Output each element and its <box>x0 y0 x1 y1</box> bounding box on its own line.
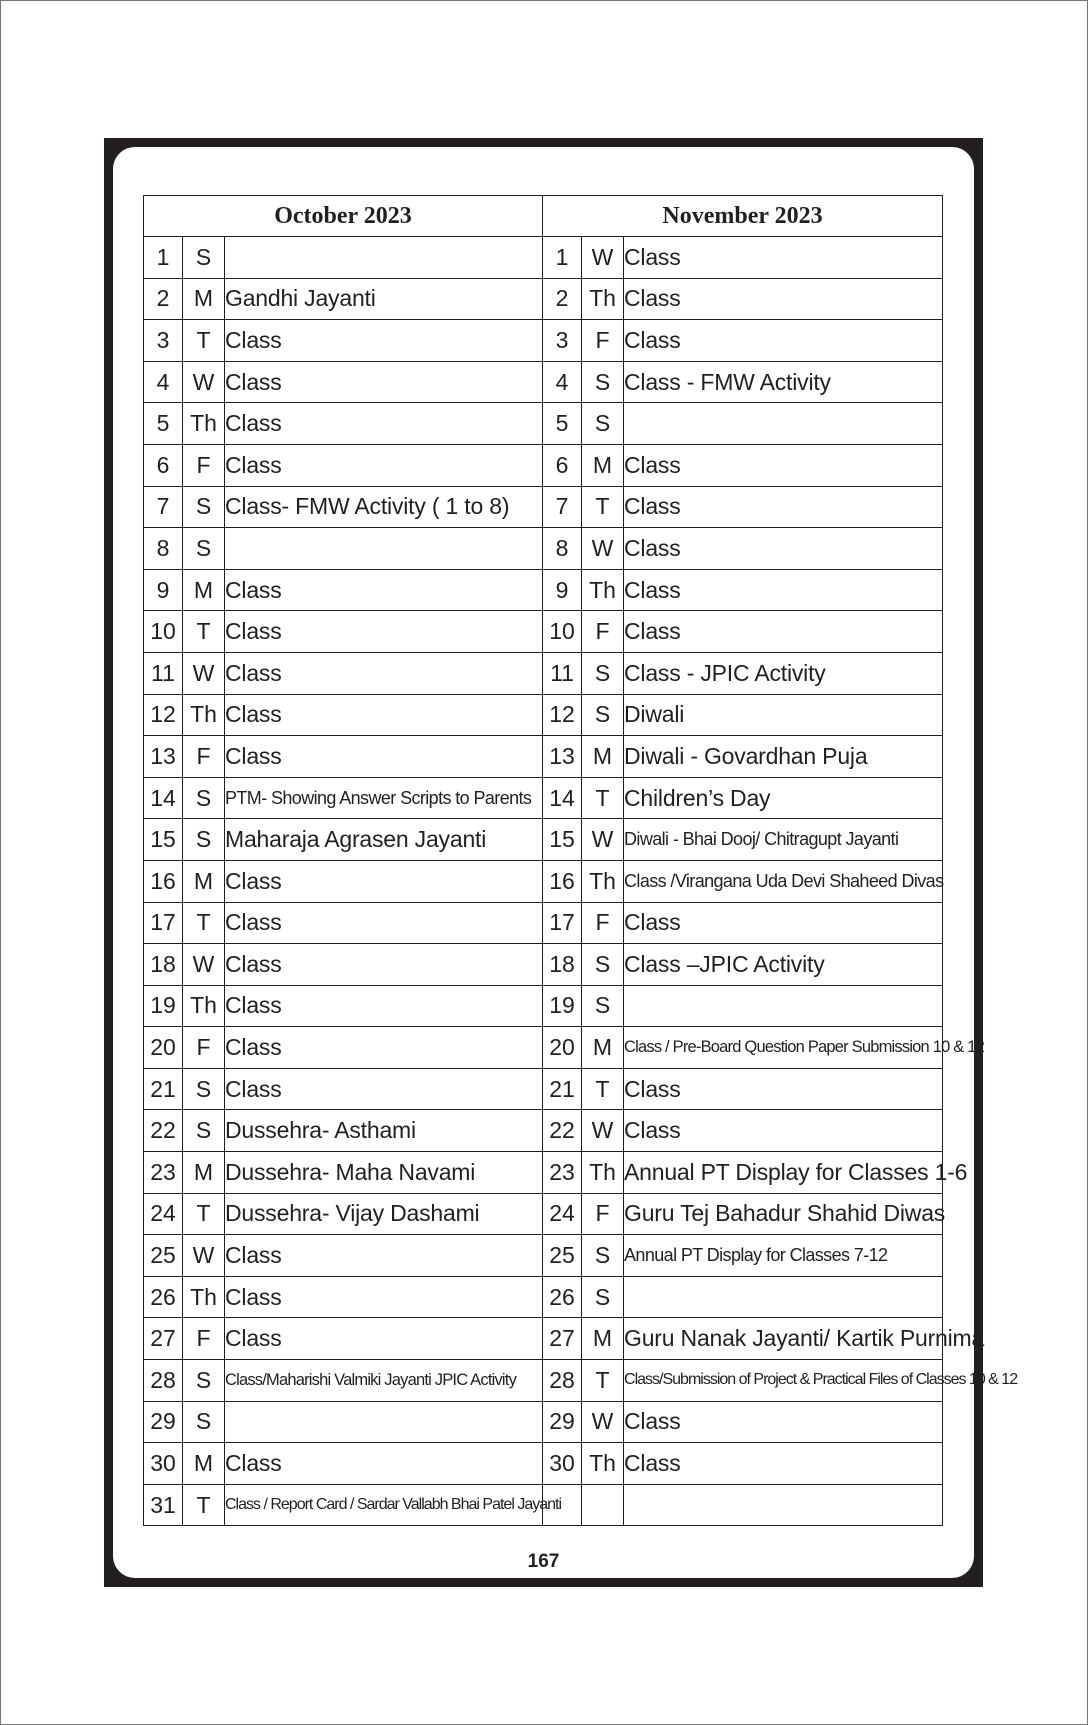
november-weekday: F <box>582 320 624 362</box>
november-date: 16 <box>543 860 582 902</box>
november-weekday: S <box>582 403 624 445</box>
calendar-row <box>144 528 943 570</box>
calendar-row <box>144 1027 943 1069</box>
october-event: Maharaja Agrasen Jayanti <box>225 819 543 861</box>
november-date: 4 <box>543 361 582 403</box>
november-event: Class <box>624 611 943 653</box>
november-title: November 2023 <box>543 196 943 237</box>
november-weekday: M <box>582 1027 624 1069</box>
november-weekday: W <box>582 237 624 279</box>
october-weekday: W <box>183 944 225 986</box>
november-event: Guru Tej Bahadur Shahid Diwas <box>624 1193 943 1235</box>
october-weekday: F <box>183 1318 225 1360</box>
october-event: Class <box>225 320 543 362</box>
calendar-row <box>144 237 943 279</box>
november-date: 7 <box>543 486 582 528</box>
november-date: 23 <box>543 1152 582 1194</box>
october-weekday: S <box>183 777 225 819</box>
november-event: Class/Submission of Project & Practical Files of Classes 10 & 12 <box>624 1360 943 1402</box>
october-event: Class <box>225 736 543 778</box>
october-event: Class <box>225 694 543 736</box>
october-date: 23 <box>144 1152 183 1194</box>
calendar-row <box>144 1484 943 1526</box>
november-date: 25 <box>543 1235 582 1277</box>
november-event: Annual PT Display for Classes 7-12 <box>624 1235 943 1277</box>
november-date: 18 <box>543 944 582 986</box>
calendar-row <box>144 1360 943 1402</box>
october-date: 29 <box>144 1401 183 1443</box>
november-event: Class - FMW Activity <box>624 361 943 403</box>
november-date: 9 <box>543 569 582 611</box>
calendar-row <box>144 1235 943 1277</box>
november-event: Class <box>624 528 943 570</box>
november-weekday: F <box>582 611 624 653</box>
october-event: Class <box>225 944 543 986</box>
november-event: Class <box>624 902 943 944</box>
november-weekday: S <box>582 652 624 694</box>
calendar-header-row <box>144 196 943 237</box>
calendar-row <box>144 902 943 944</box>
november-weekday: S <box>582 694 624 736</box>
october-event <box>225 1401 543 1443</box>
calendar-row <box>144 694 943 736</box>
calendar-row <box>144 361 943 403</box>
october-weekday: F <box>183 444 225 486</box>
october-weekday: Th <box>183 1276 225 1318</box>
november-date: 19 <box>543 985 582 1027</box>
october-date: 19 <box>144 985 183 1027</box>
november-event: Diwali - Govardhan Puja <box>624 736 943 778</box>
october-weekday: W <box>183 652 225 694</box>
november-date: 24 <box>543 1193 582 1235</box>
november-weekday: T <box>582 1068 624 1110</box>
october-date: 18 <box>144 944 183 986</box>
october-event: Class <box>225 444 543 486</box>
october-date: 14 <box>144 777 183 819</box>
november-event: Class <box>624 320 943 362</box>
november-date: 1 <box>543 237 582 279</box>
november-weekday: Th <box>582 1152 624 1194</box>
october-event: Class <box>225 1068 543 1110</box>
calendar-row <box>144 403 943 445</box>
november-date: 13 <box>543 736 582 778</box>
november-event: Diwali <box>624 694 943 736</box>
october-weekday: F <box>183 736 225 778</box>
november-date: 30 <box>543 1443 582 1485</box>
october-event <box>225 237 543 279</box>
november-date: 8 <box>543 528 582 570</box>
october-weekday: Th <box>183 403 225 445</box>
november-event: Class <box>624 444 943 486</box>
october-weekday: T <box>183 1193 225 1235</box>
october-weekday: Th <box>183 985 225 1027</box>
october-event: Class <box>225 403 543 445</box>
october-weekday: S <box>183 819 225 861</box>
november-event <box>624 985 943 1027</box>
november-weekday: W <box>582 1401 624 1443</box>
october-event: Class <box>225 1027 543 1069</box>
october-date: 13 <box>144 736 183 778</box>
october-weekday: T <box>183 902 225 944</box>
november-date: 20 <box>543 1027 582 1069</box>
november-date: 12 <box>543 694 582 736</box>
calendar-row <box>144 486 943 528</box>
october-weekday: M <box>183 860 225 902</box>
calendar-row <box>144 1318 943 1360</box>
october-weekday: S <box>183 528 225 570</box>
november-event: Class <box>624 1110 943 1152</box>
calendar-row <box>144 652 943 694</box>
calendar-row <box>144 1110 943 1152</box>
november-date: 14 <box>543 777 582 819</box>
calendar-row <box>144 1401 943 1443</box>
november-date: 2 <box>543 278 582 320</box>
october-date: 24 <box>144 1193 183 1235</box>
october-weekday: S <box>183 1110 225 1152</box>
october-date: 2 <box>144 278 183 320</box>
october-weekday: M <box>183 1443 225 1485</box>
october-weekday: M <box>183 1152 225 1194</box>
calendar-row <box>144 278 943 320</box>
november-event: Class / Pre-Board Question Paper Submission 10 & 12 <box>624 1027 943 1069</box>
november-event: Class <box>624 1401 943 1443</box>
november-weekday: T <box>582 1360 624 1402</box>
november-date: 27 <box>543 1318 582 1360</box>
calendar-row <box>144 985 943 1027</box>
october-date: 16 <box>144 860 183 902</box>
october-event: Dussehra- Vijay Dashami <box>225 1193 543 1235</box>
page-frame <box>104 138 1018 1587</box>
november-weekday: W <box>582 819 624 861</box>
october-weekday: M <box>183 569 225 611</box>
october-date: 12 <box>144 694 183 736</box>
october-weekday: S <box>183 237 225 279</box>
november-weekday: S <box>582 985 624 1027</box>
calendar-row <box>144 1443 943 1485</box>
calendar-row <box>144 611 943 653</box>
october-weekday: W <box>183 361 225 403</box>
november-weekday: W <box>582 1110 624 1152</box>
november-event: Diwali - Bhai Dooj/ Chitragupt Jayanti <box>624 819 943 861</box>
november-event: Annual PT Display for Classes 1-6 <box>624 1152 943 1194</box>
november-event: Class <box>624 1443 943 1485</box>
november-date: 11 <box>543 652 582 694</box>
november-event: Class <box>624 486 943 528</box>
october-event: Class / Report Card / Sardar Vallabh Bhai Patel Jayanti <box>225 1484 543 1526</box>
october-date: 6 <box>144 444 183 486</box>
november-event: Children’s Day <box>624 777 943 819</box>
october-weekday: S <box>183 1401 225 1443</box>
november-event: Class <box>624 569 943 611</box>
october-date: 27 <box>144 1318 183 1360</box>
november-weekday: F <box>582 1193 624 1235</box>
november-weekday-empty <box>582 1484 624 1526</box>
october-date: 22 <box>144 1110 183 1152</box>
november-date: 21 <box>543 1068 582 1110</box>
october-date: 30 <box>144 1443 183 1485</box>
october-weekday: S <box>183 486 225 528</box>
october-date: 15 <box>144 819 183 861</box>
calendar-row <box>144 320 943 362</box>
october-weekday: T <box>183 611 225 653</box>
november-weekday: M <box>582 1318 624 1360</box>
october-weekday: T <box>183 1484 225 1526</box>
october-event: Class <box>225 860 543 902</box>
october-event: Gandhi Jayanti <box>225 278 543 320</box>
october-date: 7 <box>144 486 183 528</box>
november-date: 5 <box>543 403 582 445</box>
november-date: 28 <box>543 1360 582 1402</box>
november-weekday: T <box>582 486 624 528</box>
october-date: 1 <box>144 237 183 279</box>
october-event: Class <box>225 1443 543 1485</box>
october-event: Dussehra- Maha Navami <box>225 1152 543 1194</box>
november-date: 29 <box>543 1401 582 1443</box>
november-date: 6 <box>543 444 582 486</box>
november-date: 17 <box>543 902 582 944</box>
october-event: Class <box>225 611 543 653</box>
calendar-row <box>144 1152 943 1194</box>
november-weekday: S <box>582 1276 624 1318</box>
october-weekday: S <box>183 1360 225 1402</box>
november-event: Class <box>624 1068 943 1110</box>
calendar-row <box>144 444 943 486</box>
october-event: Class <box>225 652 543 694</box>
calendar-row <box>144 736 943 778</box>
page-number: 167 <box>527 1551 560 1572</box>
october-date: 8 <box>144 528 183 570</box>
october-title: October 2023 <box>144 196 543 237</box>
november-weekday: T <box>582 777 624 819</box>
november-weekday: Th <box>582 860 624 902</box>
october-date: 3 <box>144 320 183 362</box>
october-event: Class/Maharishi Valmiki Jayanti JPIC Activity <box>225 1360 543 1402</box>
november-weekday: S <box>582 361 624 403</box>
november-event: Class <box>624 278 943 320</box>
november-event-empty <box>624 1484 943 1526</box>
november-weekday: M <box>582 736 624 778</box>
calendar-row <box>144 569 943 611</box>
november-event: Class - JPIC Activity <box>624 652 943 694</box>
october-event: PTM- Showing Answer Scripts to Parents <box>225 777 543 819</box>
calendar-row <box>144 777 943 819</box>
october-event: Class <box>225 985 543 1027</box>
november-event <box>624 1276 943 1318</box>
november-date: 3 <box>543 320 582 362</box>
october-weekday: T <box>183 320 225 362</box>
october-event: Class <box>225 569 543 611</box>
november-event <box>624 403 943 445</box>
november-weekday: Th <box>582 569 624 611</box>
october-weekday: F <box>183 1027 225 1069</box>
november-date: 26 <box>543 1276 582 1318</box>
november-weekday: Th <box>582 1443 624 1485</box>
october-date: 31 <box>144 1484 183 1526</box>
october-weekday: Th <box>183 694 225 736</box>
october-event: Class <box>225 1276 543 1318</box>
november-event: Class <box>624 237 943 279</box>
october-event: Class <box>225 1235 543 1277</box>
november-event: Class /Virangana Uda Devi Shaheed Divas <box>624 860 943 902</box>
november-weekday: W <box>582 528 624 570</box>
calendar-row <box>144 860 943 902</box>
october-event: Dussehra- Asthami <box>225 1110 543 1152</box>
october-weekday: M <box>183 278 225 320</box>
october-event: Class <box>225 902 543 944</box>
november-weekday: Th <box>582 278 624 320</box>
calendar-row <box>144 944 943 986</box>
october-date: 28 <box>144 1360 183 1402</box>
calendar-row <box>144 1068 943 1110</box>
november-event: Guru Nanak Jayanti/ Kartik Purnima <box>624 1318 943 1360</box>
october-date: 11 <box>144 652 183 694</box>
october-event <box>225 528 543 570</box>
calendar-body <box>144 237 1018 1526</box>
october-weekday: S <box>183 1068 225 1110</box>
november-weekday: M <box>582 444 624 486</box>
october-date: 10 <box>144 611 183 653</box>
october-event: Class <box>225 361 543 403</box>
calendar-row <box>144 819 943 861</box>
october-date: 21 <box>144 1068 183 1110</box>
october-weekday: W <box>183 1235 225 1277</box>
october-date: 20 <box>144 1027 183 1069</box>
october-date: 5 <box>144 403 183 445</box>
november-event: Class –JPIC Activity <box>624 944 943 986</box>
october-date: 4 <box>144 361 183 403</box>
calendar-row <box>144 1276 943 1318</box>
calendar-table <box>143 195 1018 1526</box>
calendar-row <box>144 1193 943 1235</box>
october-date: 25 <box>144 1235 183 1277</box>
november-date: 15 <box>543 819 582 861</box>
november-weekday: S <box>582 944 624 986</box>
november-weekday: S <box>582 1235 624 1277</box>
october-date: 17 <box>144 902 183 944</box>
november-date: 22 <box>543 1110 582 1152</box>
november-weekday: F <box>582 902 624 944</box>
calendar-card <box>113 147 1018 1578</box>
october-event: Class <box>225 1318 543 1360</box>
november-date: 10 <box>543 611 582 653</box>
october-event: Class- FMW Activity ( 1 to 8) <box>225 486 543 528</box>
october-date: 26 <box>144 1276 183 1318</box>
october-date: 9 <box>144 569 183 611</box>
